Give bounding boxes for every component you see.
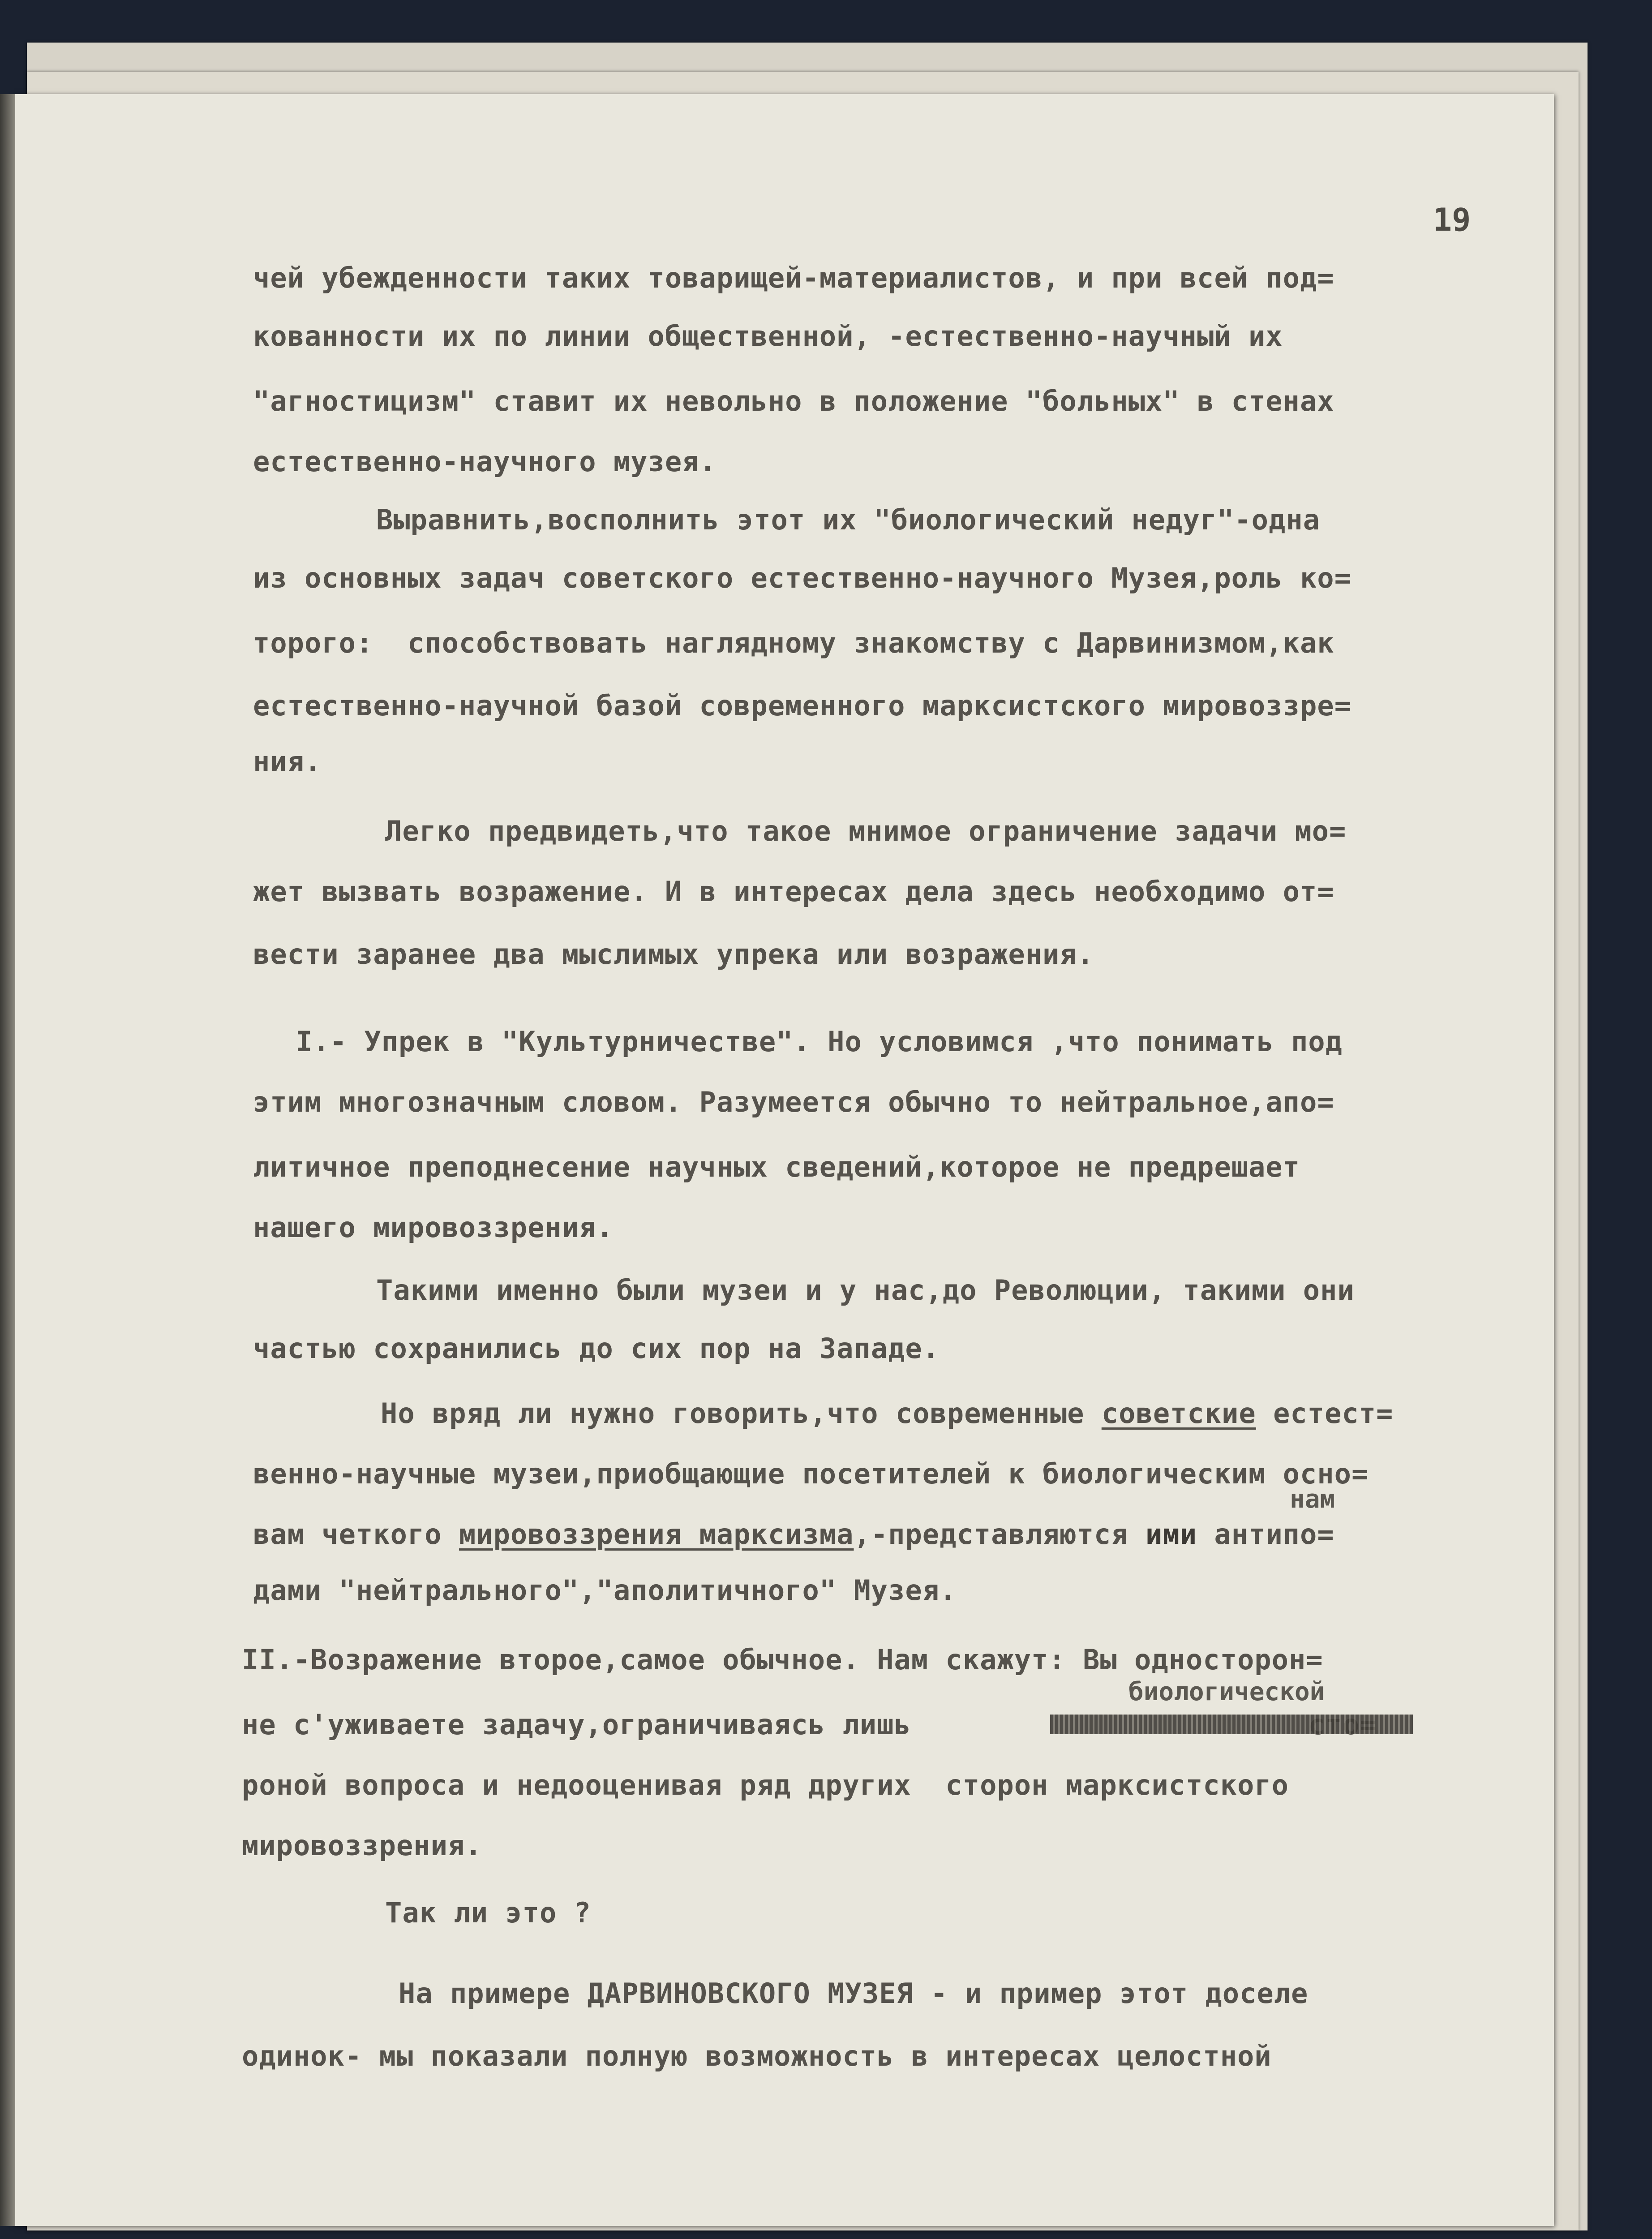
text-line: вести заранее два мыслимых упрека или возражения. bbox=[253, 938, 1094, 971]
text-line: Выравнить,восполнить этот их "биологический недуг"-одна bbox=[376, 503, 1320, 536]
text-line: естественно-научного музея. bbox=[253, 445, 717, 478]
text-fragment: естест= bbox=[1256, 1397, 1394, 1430]
text-line: венно-научные музеи,приобщающие посетителей к биологическим осно= bbox=[253, 1457, 1369, 1490]
text-line: ния. bbox=[253, 745, 322, 778]
text-line: I.- Упрек в "Культурничестве". Но условимся ,что понимать под bbox=[296, 1025, 1343, 1058]
text-line: Легко предвидеть,что такое мнимое ограничение задачи мо= bbox=[385, 815, 1347, 847]
text-line: из основных задач советского естественно-научного Музея,роль ко= bbox=[253, 562, 1352, 594]
text-fragment: ,-представляются bbox=[854, 1518, 1146, 1551]
text-line: естественно-научной базой современного марксистского мировоззре= bbox=[253, 689, 1352, 722]
text-fragment: не с'уживаете задачу,ограничиваясь лишь bbox=[242, 1708, 929, 1741]
text-line: кованности их по линии общественной, -естественно-научный их bbox=[253, 320, 1283, 352]
page-number: 19 bbox=[1433, 202, 1471, 238]
text-line: жет вызвать возражение. И в интересах дела здесь необходимо от= bbox=[253, 875, 1334, 908]
text-line: чей убежденности таких товарищей-материалистов, и при всей под= bbox=[253, 262, 1334, 294]
underlined-word: советские bbox=[1101, 1397, 1256, 1430]
struck-out-word bbox=[1050, 1715, 1413, 1734]
text-line: "агностицизм" ставит их невольно в положение "больных" в стенах bbox=[253, 385, 1334, 417]
typed-insert: биологической bbox=[1129, 1677, 1325, 1706]
text-line: II.-Возражение второе,самое обычное. Нам скажут: Вы односторон= bbox=[242, 1643, 1323, 1676]
text-line bbox=[381, 1397, 1394, 1430]
text-line: Такими именно были музеи и у нас,до Революции, такими они bbox=[376, 1274, 1355, 1306]
handwritten-insert: нам bbox=[1290, 1485, 1335, 1514]
text-line: Так ли это ? bbox=[385, 1896, 591, 1929]
text-fragment: Но вряд ли нужно говорить,что современные bbox=[381, 1397, 1102, 1430]
text-fragment: вам четкого bbox=[253, 1518, 459, 1551]
text-line: нашего мировоззрения. bbox=[253, 1211, 614, 1244]
text-line: частью сохранились до сих пор на Западе. bbox=[253, 1332, 940, 1365]
text-line: торого: способствовать наглядному знакомству с Дарвинизмом,как bbox=[253, 627, 1334, 659]
text-line: мировоззрения. bbox=[242, 1829, 482, 1862]
text-line: На примере ДАРВИНОВСКОГО МУЗЕЯ - и пример этот доселе bbox=[399, 1977, 1309, 2010]
page-binding bbox=[0, 94, 15, 2226]
struck-word: ими bbox=[1146, 1518, 1197, 1551]
text-line: одинок- мы показали полную возможность в интересах целостной bbox=[242, 2040, 1272, 2072]
text-line: литичное преподнесение научных сведений,которое не предрешает bbox=[253, 1151, 1300, 1183]
underlined-phrase: мировоззрения марксизма bbox=[459, 1518, 854, 1551]
text-fragment: антипо= bbox=[1197, 1518, 1334, 1551]
text-line: роной вопроса и недооценивая ряд других сторон марксистского bbox=[242, 1769, 1289, 1801]
text-line bbox=[253, 1518, 1334, 1551]
text-line: этим многозначным словом. Разумеется обычно то нейтральное,апо= bbox=[253, 1086, 1334, 1118]
text-line: дами "нейтрального","аполитичного" Музея. bbox=[253, 1574, 957, 1607]
